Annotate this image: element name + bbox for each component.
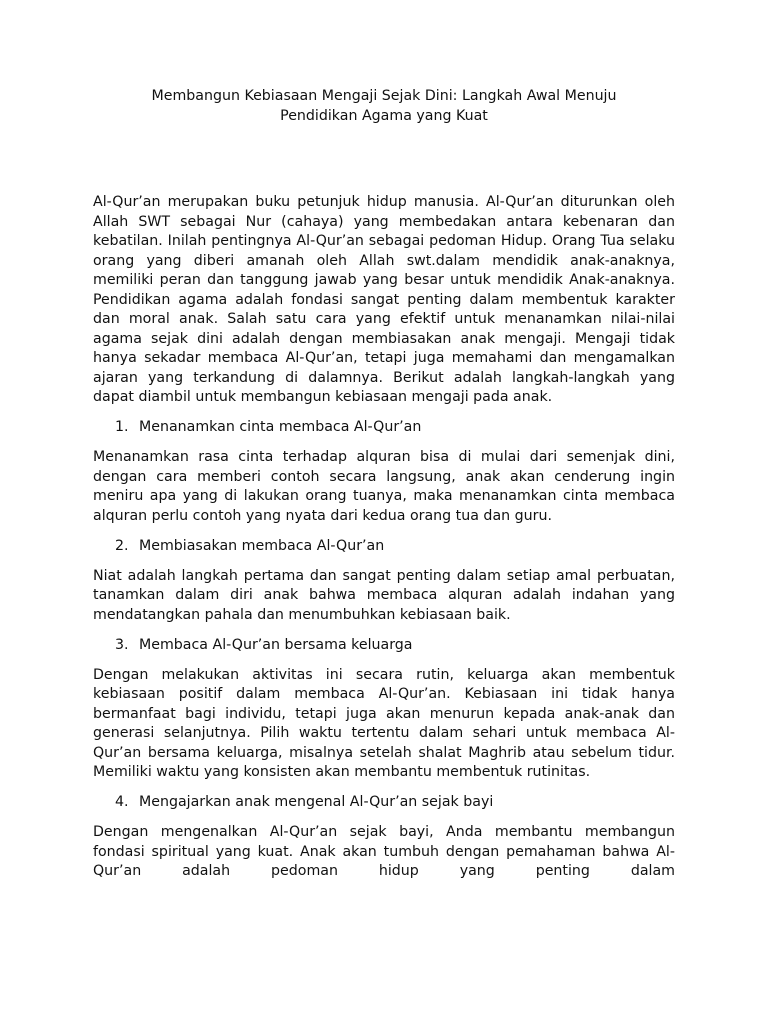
- section-number-2: 2.: [115, 537, 129, 554]
- section-heading-text-1: Menanamkan cinta membaca Al-Qur’an: [139, 419, 422, 435]
- section-paragraph-4: Dengan mengenalkan Al-Qur’an sejak bayi, Anda membantu membangun fondasi spiritual yang kuat. Anak akan tumbuh dengan pemahaman bahwa Al-Qur’an adalah pedoman hidup yang penting dalam: [93, 824, 675, 879]
- section-heading-3: [93, 636, 675, 656]
- document-title: [93, 87, 675, 126]
- section-number-3: 3.: [115, 636, 129, 653]
- section-heading-text-3: Membaca Al-Qur’an bersama keluarga: [139, 636, 413, 653]
- section-heading-1: [93, 418, 675, 438]
- section-heading-4: [93, 793, 675, 813]
- intro-paragraph: Al-Qur’an merupakan buku petunjuk hidup manusia. Al-Qur’an diturunkan oleh Allah SWT sebagai Nur (cahaya) yang membedakan antara kebenaran dan kebatilan. Inilah pentingnya Al-Qur’an sebagai pedoman Hidup. Orang Tua selaku orang yang diberi amanah oleh Allah swt.dalam mendidik anak-anaknya, memiliki peran dan tanggung jawab yang besar untuk mendidik Anak-anaknya. Pendidikan agama adalah fondasi sangat penting dalam membentuk karakter dan moral anak. Salah satu cara yang efektif untuk menanamkan nilai-nilai agama sejak dini adalah dengan membiasakan anak mengaji. Mengaji tidak hanya sekadar membaca Al-Qur’an, tetapi juga memahami dan mengamalkan ajaran yang terkandung di dalamnya. Berikut adalah langkah-langkah yang dapat diambil untuk membangun kebiasaan mengaji pada anak.: [93, 194, 675, 405]
- section-heading-text-4: Mengajarkan anak mengenal Al-Qur’an sejak bayi: [139, 794, 494, 810]
- title-line-1: Membangun Kebiasaan Mengaji Sejak Dini: Langkah Awal Menuju: [151, 88, 617, 104]
- section-number-4: 4.: [115, 794, 129, 810]
- title-line-2: Pendidikan Agama yang Kuat: [280, 107, 488, 124]
- section-paragraph-2: Niat adalah langkah pertama dan sangat penting dalam setiap amal perbuatan, tanamkan dalam diri anak bahwa membaca alquran adalah indahan yang mendatangkan pahala dan menumbuhkan kebiasaan baik.: [93, 567, 675, 623]
- document-body: [93, 193, 675, 892]
- section-number-1: 1.: [115, 419, 129, 435]
- section-heading-2: [93, 537, 675, 557]
- section-paragraph-1: Menanamkan rasa cinta terhadap alquran bisa di mulai dari semenjak dini, dengan cara memberi contoh secara langsung, anak akan cenderung ingin meniru apa yang di lakukan orang tuanya, maka menanamkan cinta membaca alquran perlu contoh yang nyata dari kedua orang tua dan guru.: [93, 449, 675, 524]
- section-paragraph-3: Dengan melakukan aktivitas ini secara rutin, keluarga akan membentuk kebiasaan positif dalam membaca Al-Qur’an. Kebiasaan ini tidak hanya bermanfaat bagi individu, tetapi juga akan menurun kepada anak-anak dan generasi selanjutnya. Pilih waktu tertentu dalam sehari untuk membaca Al-Qur’an bersama keluarga, misalnya setelah shalat Maghrib atau sebelum tidur. Memiliki waktu yang konsisten akan membantu membentuk rutinitas.: [93, 666, 675, 780]
- section-heading-text-2: Membiasakan membaca Al-Qur’an: [139, 537, 385, 554]
